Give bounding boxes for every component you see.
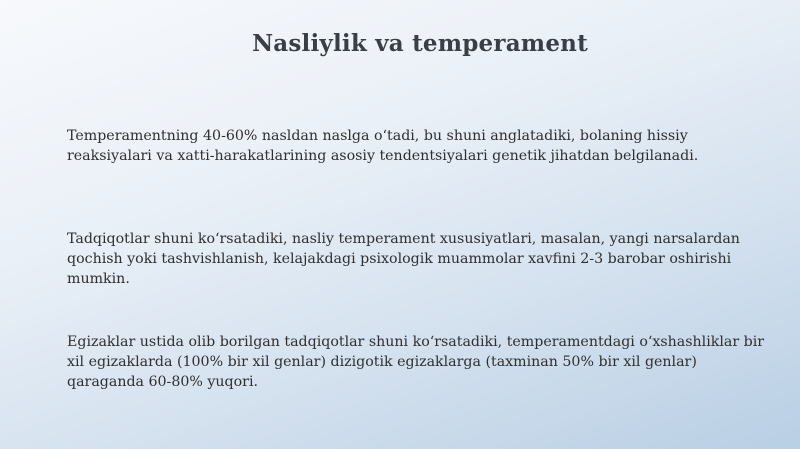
slide-title: Nasliylik va temperament: [252, 30, 588, 57]
paragraph-research-risk: Tadqiqotlar shuni ko‘rsatadiki, nasliy temperament xususiyatlari, masalan, yangi narsalardan qochish yoki tashvishlanish, kelajakdagi psixologik muammolar xavfini 2-3 barobar oshirishi mumkin.: [67, 231, 740, 287]
paragraph-twin-studies: Egizaklar ustida olib borilgan tadqiqotlar shuni ko‘rsatadiki, temperamentdagi o‘xshashliklar bir xil egizaklarda (100% bir xil genlar) dizigotik egizaklarga (taxminan 50% bir xil genlar) qaraganda 60-80% yuqori.: [67, 334, 765, 390]
paragraph-heritability: Temperamentning 40-60% nasldan naslga o‘tadi, bu shuni anglatadiki, bolaning hissiy reaksiyalari va xatti-harakatlarining asosiy tendentsiyalari genetik jihatdan belgilanadi.: [67, 128, 699, 164]
